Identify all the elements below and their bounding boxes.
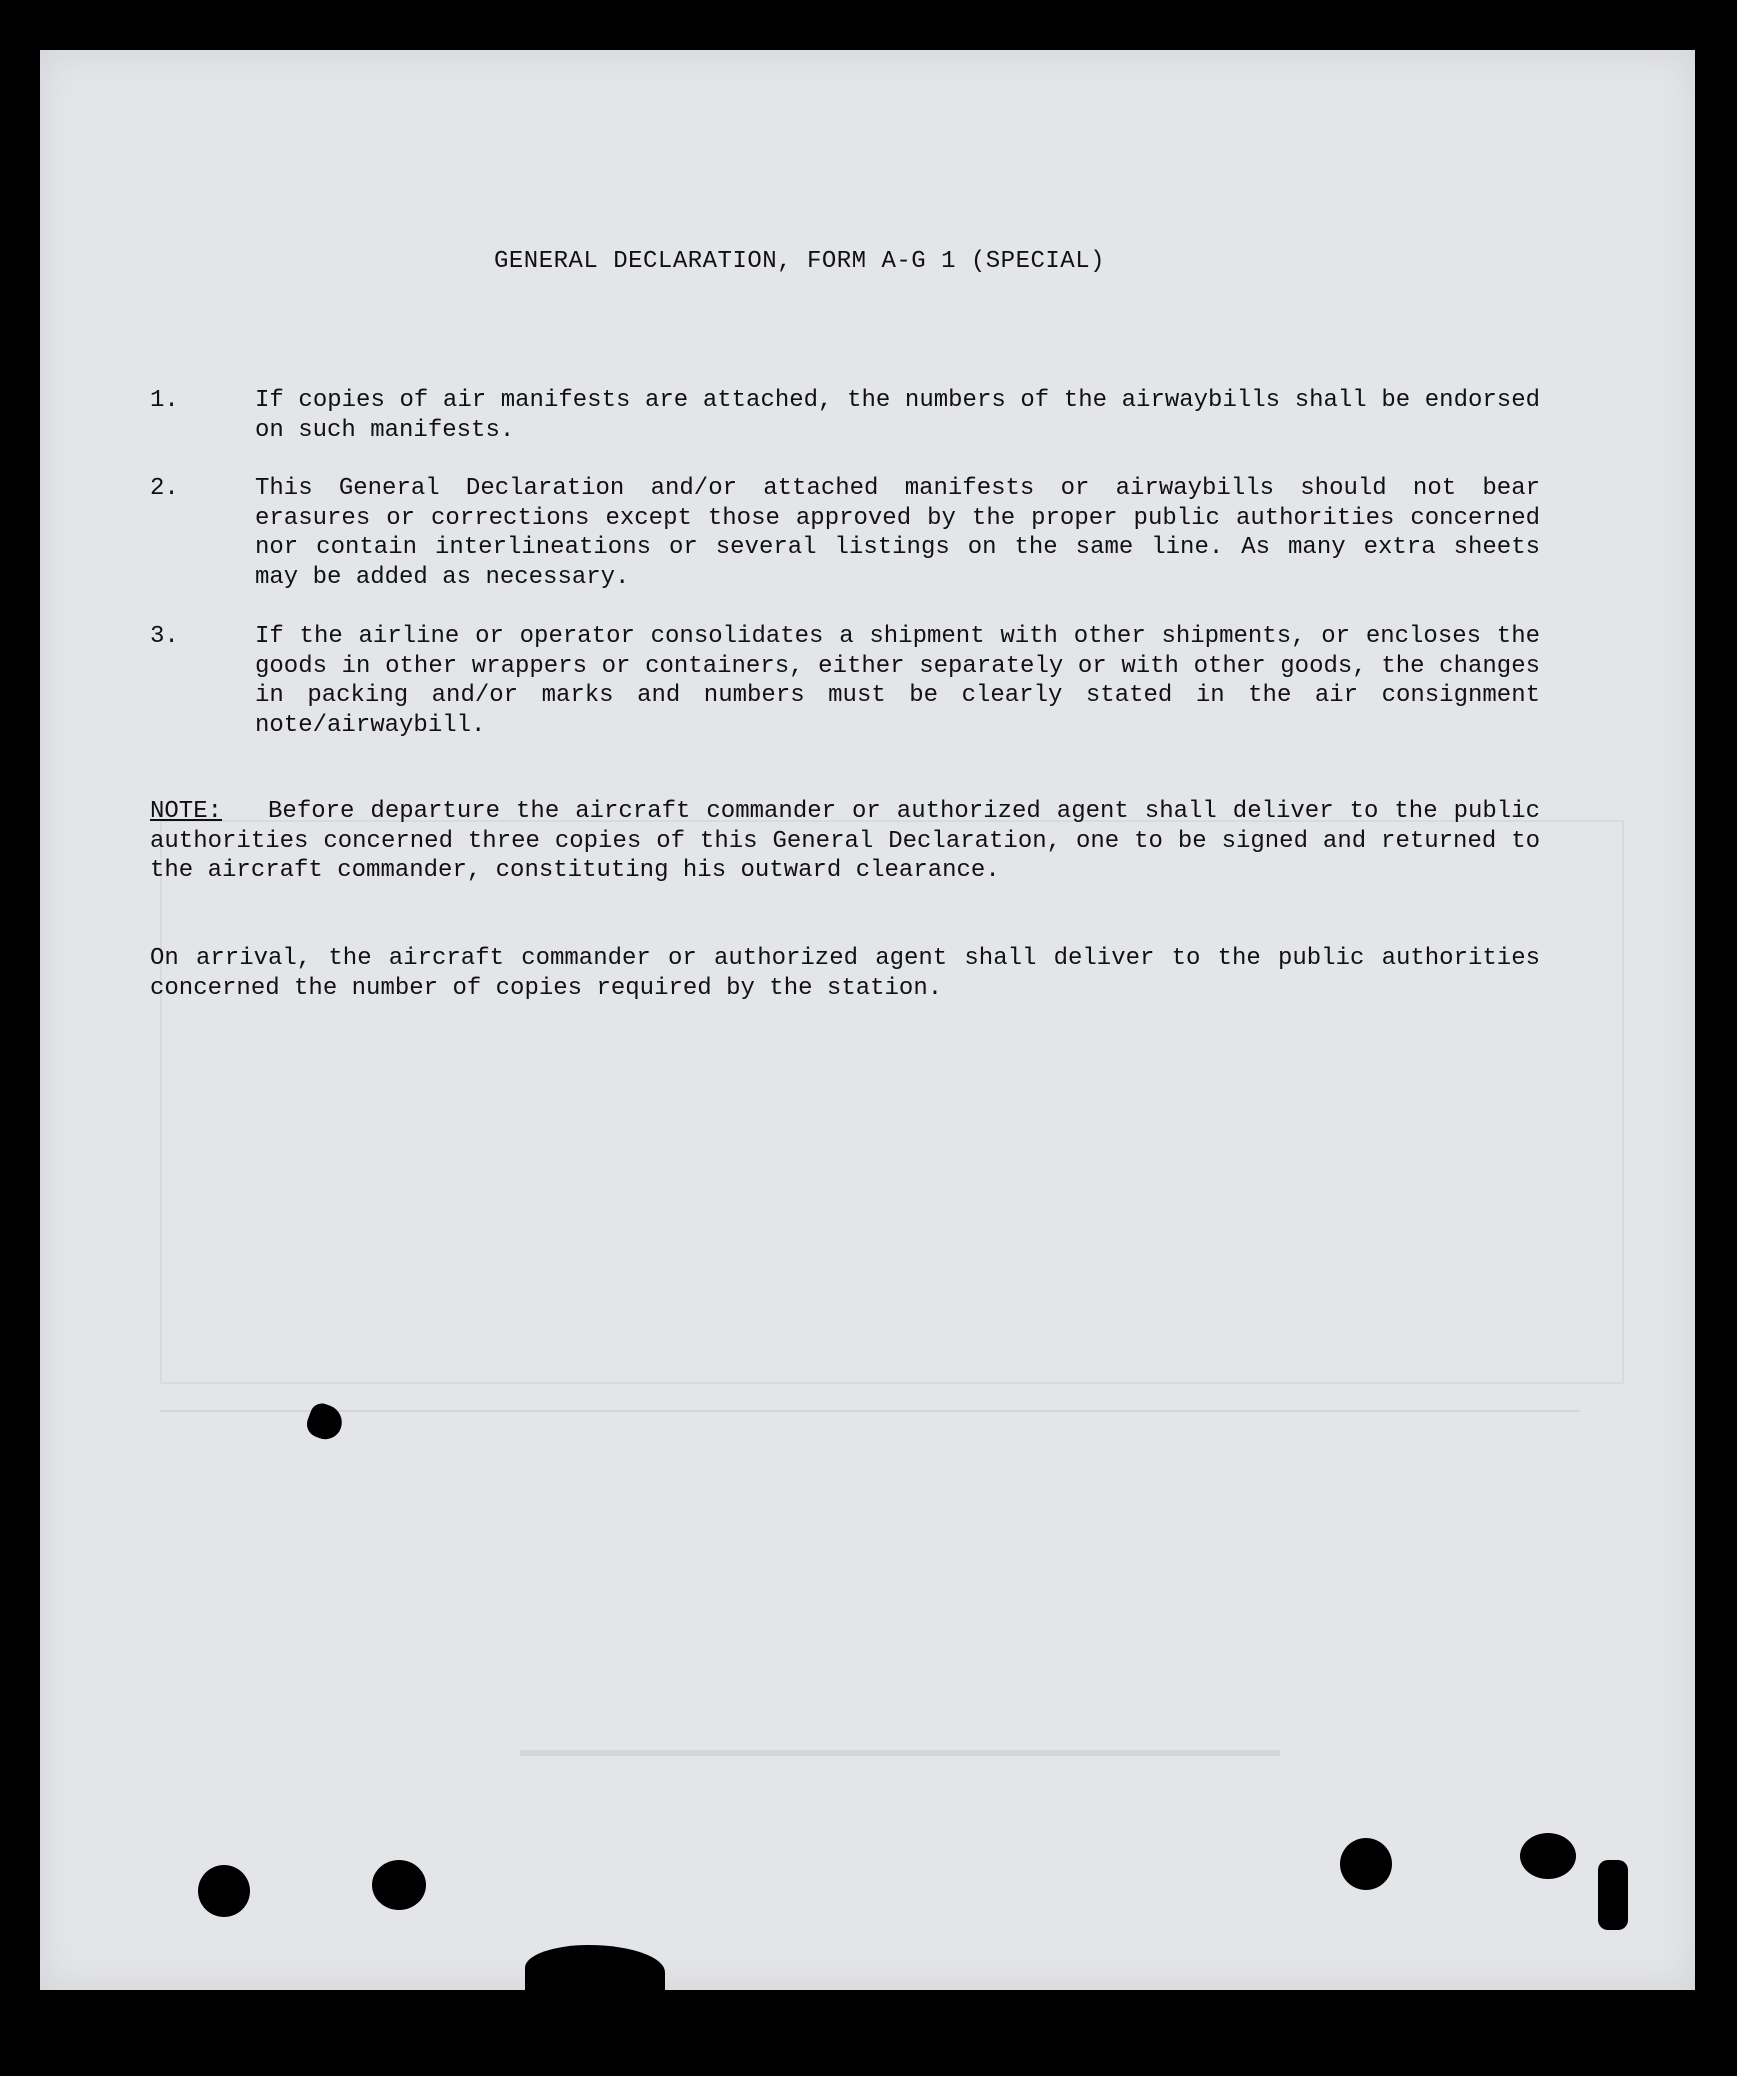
note-text: Before departure the aircraft commander or authorized agent shall deliver to the public authorities concerned three copies of this General Declaration, one to be signed and returned to the aircraft commander, constituting his outward clearance.	[150, 798, 1540, 884]
bleed-through-box	[160, 820, 1624, 1384]
paper-tear-corner	[1598, 1860, 1628, 1930]
punch-hole-3	[1340, 1838, 1392, 1890]
list-item-number: 2.	[150, 475, 179, 502]
page-title: GENERAL DECLARATION, FORM A-G 1 (SPECIAL)	[494, 248, 1105, 275]
list-item-text: This General Declaration and/or attached manifests or airwaybills should not bear erasures or corrections except those approved by the proper public authorities concerned nor contain interlineations or several listings on the same line. As many extra sheets may be added as necessary.	[255, 475, 1540, 591]
list-item-number: 3.	[150, 623, 179, 650]
list-item-text: If copies of air manifests are attached, the numbers of the airwaybills shall be endorsed on such manifests.	[255, 387, 1540, 444]
list-item-number: 1.	[150, 387, 179, 414]
arrival-paragraph	[150, 944, 1540, 1003]
note-label: NOTE:	[150, 798, 223, 825]
document-page	[40, 50, 1695, 1990]
list-item-3	[150, 622, 1540, 742]
list-item-1	[150, 386, 1540, 446]
list-item-2	[150, 474, 1540, 594]
bleed-through-heading	[520, 1750, 1280, 1816]
list-item-text: If the airline or operator consolidates a shipment with other shipments, or encloses the goods in other wrappers or containers, either separately or with other goods, the changes in packing and/or marks and numbers must be clearly stated in the air consignment note/airwaybill.	[255, 623, 1540, 739]
punch-hole-2	[372, 1860, 426, 1910]
arrival-text: On arrival, the aircraft commander or authorized agent shall deliver to the public authorities concerned the number of copies required by the station.	[150, 945, 1540, 1002]
paper-tear-bottom	[525, 1945, 665, 1995]
punch-hole-4	[1520, 1833, 1576, 1879]
punch-hole-1	[198, 1865, 250, 1917]
bleed-through-line	[160, 1410, 1580, 1412]
note-paragraph	[150, 797, 1540, 886]
ink-blot	[303, 1400, 347, 1444]
